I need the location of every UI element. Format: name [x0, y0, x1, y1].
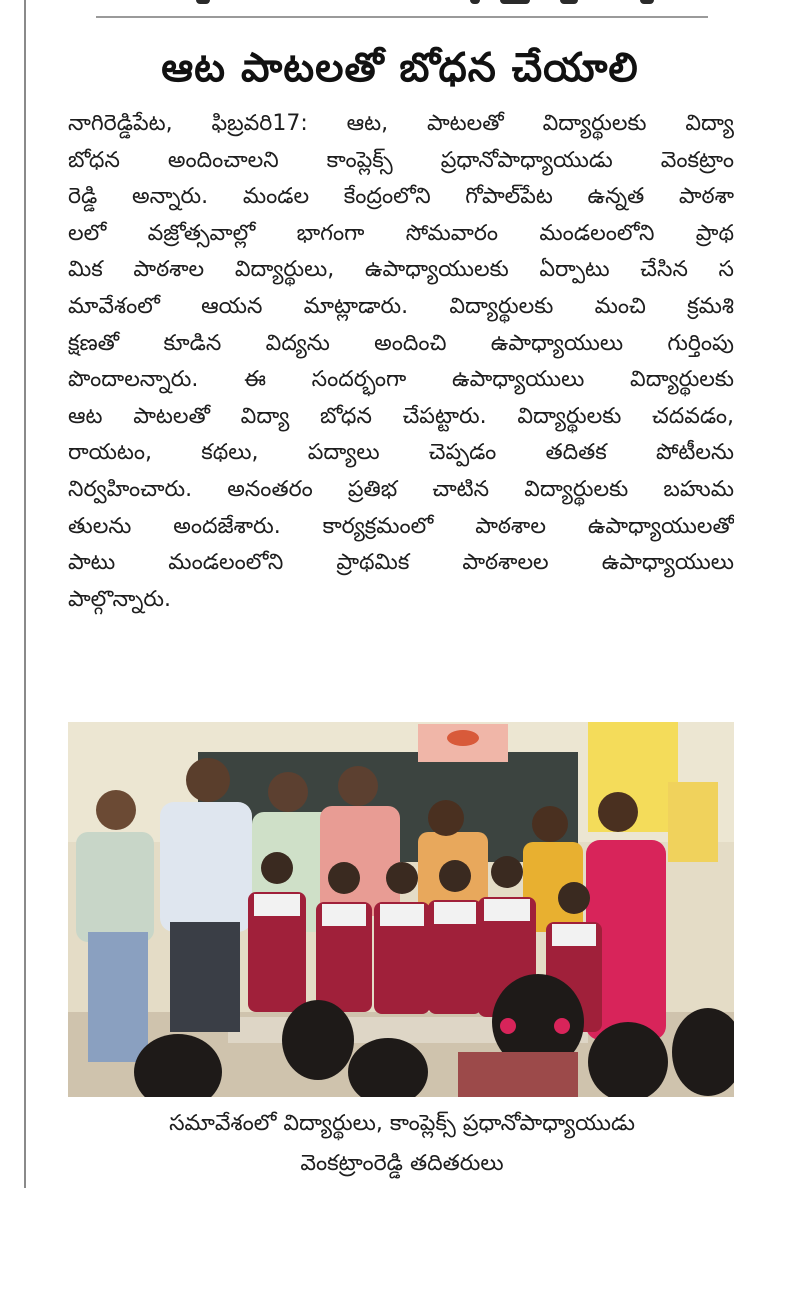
classroom-group-photo [68, 722, 734, 1097]
body-line: తులను అందజేశారు. కార్యక్రమంలో పాఠశాల ఉపాధ్యాయులతో [68, 513, 734, 539]
article-headline: ఆట పాటలతో బోధన చేయాలి [161, 45, 639, 91]
article-body [68, 106, 734, 706]
body-line: పాల్గొన్నారు. [68, 586, 172, 612]
article-photo [68, 722, 734, 1097]
cropped-previous-article-edge [0, 0, 800, 12]
body-line: పొందాలన్నారు. ఈ సందర్భంగా ఉపాధ్యాయులు విద్యార్థులకు [68, 367, 734, 393]
body-line: నాగిరెడ్డిపేట, ఫిబ్రవరి17: ఆట, పాటలతో విద్యార్థులకు విద్యా [68, 111, 734, 136]
body-line: క్షణతో కూడిన విద్యను అందించి ఉపాధ్యాయులు గుర్తింపు [68, 330, 734, 356]
body-line: మిక పాఠశాల విద్యార్థులు, ఉపాధ్యాయులకు ఏర్పాటు చేసిన స [68, 257, 734, 283]
top-divider [96, 16, 708, 18]
body-line: నిర్వహించారు. అనంతరం ప్రతిభ చాటిన విద్యార్థులకు బహుమ [68, 476, 734, 502]
body-line: మావేశంలో ఆయన మాట్లాడారు. విద్యార్థులకు మంచి క్రమశి [68, 293, 734, 319]
body-line: రెడ్డి అన్నారు. మండల కేంద్రంలోని గోపాల్‌పేట ఉన్నత పాఠశా [68, 184, 734, 210]
column-rule [24, 0, 26, 1188]
caption-line: వెంకట్రాంరెడ్డి తదితరులు [300, 1151, 504, 1176]
caption-line: సమావేశంలో విద్యార్థులు, కాంప్లెక్స్ ప్రధానోపాధ్యాయుడు [169, 1111, 635, 1136]
body-line: లలో వజ్రోత్సవాల్లో భాగంగా సోమవారం మండలంలోని ప్రాథ [68, 220, 734, 246]
photo-caption [60, 1104, 744, 1184]
body-line: రాయటం, కథలు, పద్యాలు చెప్పడం తదితక పోటీలను [68, 440, 734, 466]
body-line: ఆట పాటలతో విద్యా బోధన చేపట్టారు. విద్యార్థులకు చదవడం, [68, 403, 734, 429]
body-line: బోధన అందించాలని కాంప్లెక్స్ ప్రధానోపాధ్యాయుడు వెంకట్రాం [68, 147, 734, 173]
body-line: పాటు మండలంలోని ప్రాథమిక పాఠశాలల ఉపాధ్యాయులు [68, 550, 734, 576]
